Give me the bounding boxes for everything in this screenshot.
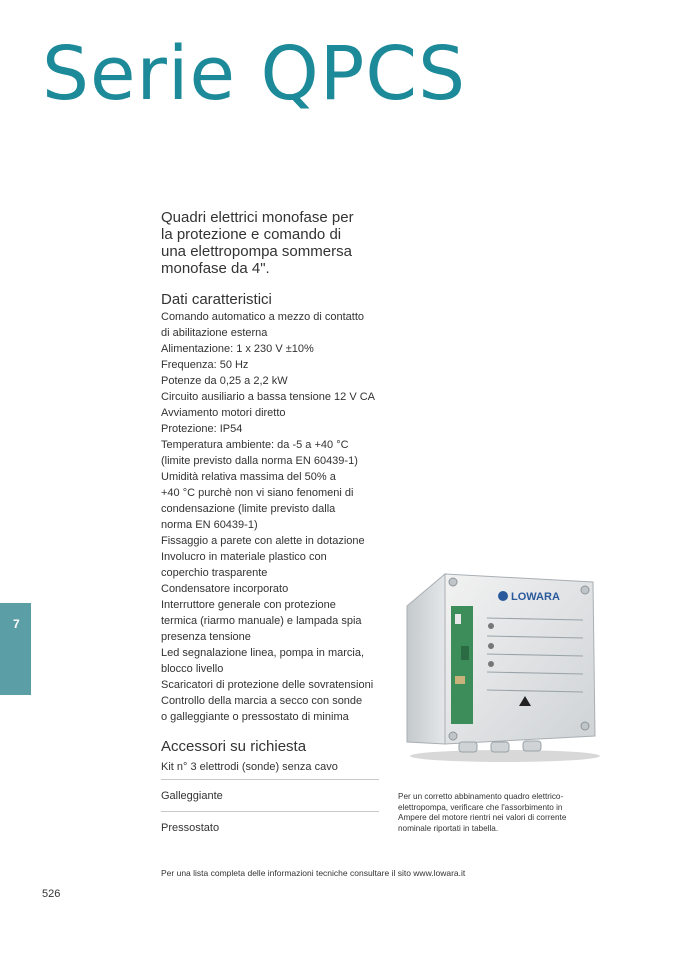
spec-line: termica (riarmo manuale) e lampada spia: [161, 615, 362, 627]
intro-line: Quadri elettrici monofase per: [161, 209, 354, 226]
footer-text: Per una lista completa delle informazioni tecniche consultare il sito www.lowara.it: [161, 868, 466, 878]
circuit-board: [451, 606, 473, 724]
led-icon: [488, 623, 494, 629]
spec-line: condensazione (limite previsto dalla: [161, 503, 336, 515]
spec-line: Controllo della marcia a secco con sonde: [161, 695, 363, 707]
spec-line: Scaricatori di protezione delle sovratensioni: [161, 679, 374, 691]
spec-line: presenza tensione: [161, 631, 251, 643]
component: [461, 646, 469, 660]
note-text: [398, 792, 608, 834]
spec-line: Umidità relativa massima del 50% a: [161, 471, 336, 483]
spec-line: Frequenza: 50 Hz: [161, 359, 249, 371]
spec-line: o galleggiante o pressostato di minima: [161, 711, 349, 723]
accessories-heading: Accessori su richiesta: [161, 738, 307, 755]
note-line: Ampere del motore rientri nei valori di corrente: [398, 813, 567, 822]
spec-line: Alimentazione: 1 x 230 V ±10%: [161, 343, 314, 355]
option-galleggiante: Galleggiante: [161, 790, 223, 802]
logo-icon: [498, 591, 508, 601]
spec-line: Interruttore generale con protezione: [161, 599, 336, 611]
spec-line: Temperatura ambiente: da -5 a +40 °C: [161, 439, 349, 451]
spec-line: coperchio trasparente: [161, 567, 268, 579]
product-photo: [395, 566, 605, 766]
spec-line: Led segnalazione linea, pompa in marcia,: [161, 647, 365, 659]
note-line: elettropompa, verificare che l'assorbimento in: [398, 802, 563, 812]
accessory-item: Kit n° 3 elettrodi (sonde) senza cavo: [161, 761, 338, 773]
option-pressostato: Pressostato: [161, 822, 220, 834]
spec-line: (limite previsto dalla norma EN 60439-1): [161, 455, 358, 467]
specs-heading: Dati caratteristici: [161, 291, 272, 308]
product-logo: LOWARA: [511, 591, 560, 603]
spec-line: blocco livello: [161, 663, 224, 675]
spec-line: di abilitazione esterna: [161, 327, 268, 339]
spec-line: Protezione: IP54: [161, 423, 243, 435]
page-number: 526: [42, 888, 61, 900]
spec-line: Involucro in materiale plastico con: [161, 551, 327, 563]
spec-line: norma EN 60439-1): [161, 519, 258, 531]
spec-line: Avviamento motori diretto: [161, 407, 286, 419]
spec-line: +40 °C purchè non vi siano fenomeni di: [161, 487, 354, 499]
intro-line: una elettropompa sommersa: [161, 243, 352, 260]
intro-line: monofase da 4".: [161, 260, 270, 277]
led-icon: [488, 661, 494, 667]
spec-line: Condensatore incorporato: [161, 583, 289, 595]
specs-list: [161, 309, 401, 725]
spec-line: Comando automatico a mezzo di contatto: [161, 311, 365, 323]
cable-glands: [459, 741, 541, 752]
spec-line: Fissaggio a parete con alette in dotazione: [161, 535, 365, 547]
note-line: nominale riportati in tabella.: [398, 823, 499, 833]
component: [455, 676, 465, 684]
divider: [161, 779, 379, 780]
page-title: Serie QPCS: [42, 31, 467, 117]
component: [455, 614, 461, 624]
intro-line: la protezione e comando di: [161, 226, 342, 243]
box-side: [407, 574, 445, 744]
section-tab: [0, 603, 31, 695]
spec-line: Circuito ausiliario a bassa tensione 12 V CA: [161, 391, 376, 403]
divider: [161, 811, 379, 812]
led-icon: [488, 643, 494, 649]
note-line: Per un corretto abbinamento quadro elettrico-: [398, 792, 564, 801]
section-tab-label: 7: [13, 617, 20, 631]
spec-line: Potenze da 0,25 a 2,2 kW: [161, 375, 288, 387]
intro-text: [161, 209, 401, 277]
